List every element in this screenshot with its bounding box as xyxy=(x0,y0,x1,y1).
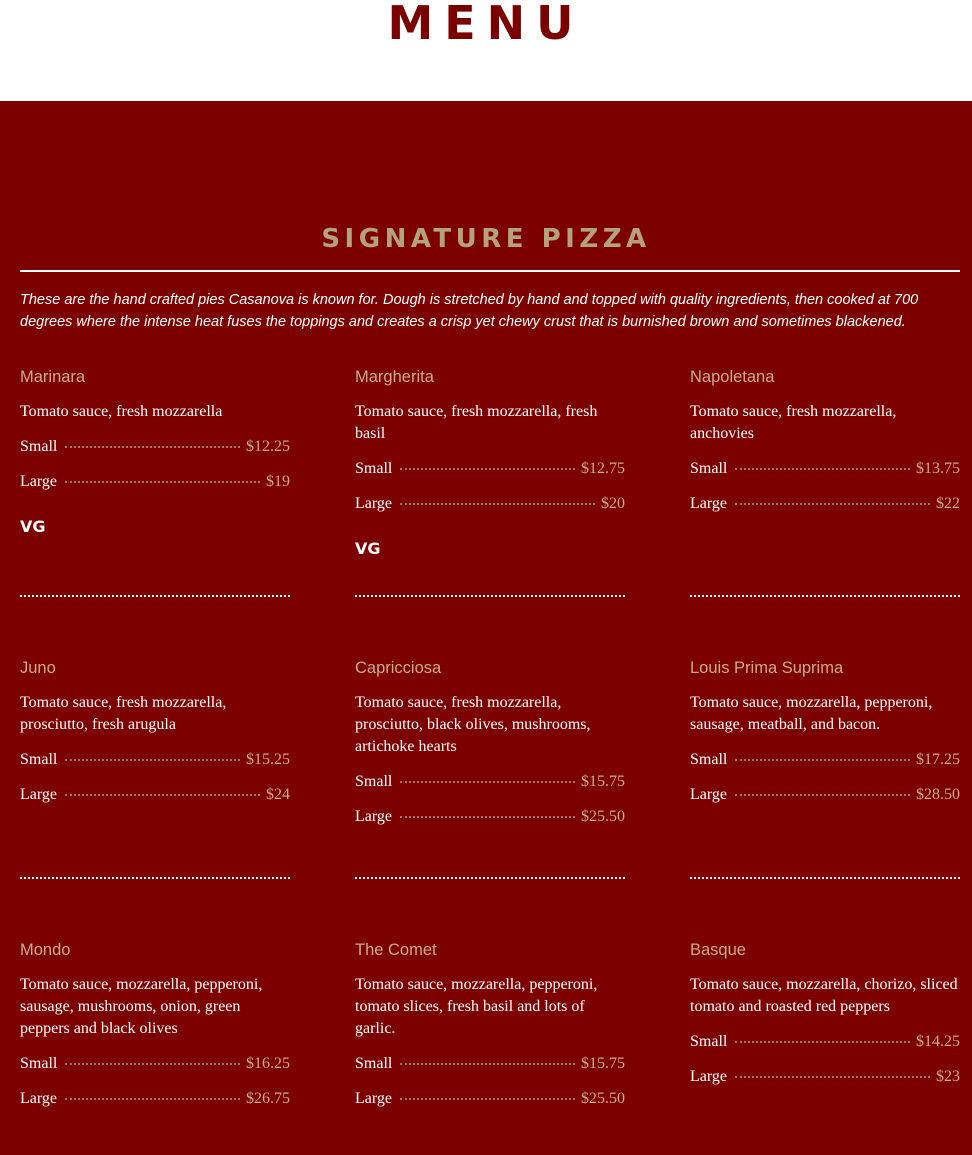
price-row-large xyxy=(20,1088,290,1123)
item-name: The Comet xyxy=(355,941,437,959)
item-name: Basque xyxy=(690,941,746,959)
price-row-small xyxy=(690,1031,960,1066)
item-name: Juno xyxy=(20,659,56,677)
size-label: Small xyxy=(355,773,393,790)
size-label: Large xyxy=(355,495,393,512)
menu-item xyxy=(690,940,960,1101)
price-row-large xyxy=(20,784,290,819)
price-list xyxy=(690,458,960,528)
item-description: Tomato sauce, fresh mozzarella, fresh basil xyxy=(355,403,598,442)
item-description: Tomato sauce, mozzarella, pepperoni, sausage, meatball, and bacon. xyxy=(690,694,933,733)
price-value: $13.75 xyxy=(916,460,960,477)
size-label: Large xyxy=(690,495,728,512)
size-label: Small xyxy=(20,1055,58,1072)
dot-leader xyxy=(65,794,260,796)
dot-leader xyxy=(400,781,575,783)
item-description: Tomato sauce, fresh mozzarella xyxy=(20,403,223,420)
price-row-small xyxy=(20,436,290,471)
size-label: Small xyxy=(20,751,58,768)
size-label: Large xyxy=(355,808,393,825)
price-value: $26.75 xyxy=(246,1090,290,1107)
dot-leader xyxy=(735,503,930,505)
dot-leader xyxy=(400,1063,575,1065)
price-row-small xyxy=(355,458,625,493)
price-value: $15.75 xyxy=(581,1055,625,1072)
vegetarian-badge: VG xyxy=(355,539,381,558)
dot-leader xyxy=(65,481,260,483)
price-row-small xyxy=(355,1053,625,1088)
menu-item xyxy=(355,658,625,841)
price-value: $22 xyxy=(936,495,960,512)
dot-leader xyxy=(735,468,910,470)
size-label: Large xyxy=(20,786,58,803)
item-description: Tomato sauce, fresh mozzarella, prosciutto, black olives, mushrooms, artichoke hearts xyxy=(355,694,591,755)
price-list xyxy=(20,1053,290,1123)
menu-item xyxy=(355,940,625,1123)
item-divider xyxy=(20,595,290,597)
size-label: Large xyxy=(20,473,58,490)
size-label: Small xyxy=(355,1055,393,1072)
size-label: Small xyxy=(690,751,728,768)
item-divider xyxy=(355,877,625,879)
dot-leader xyxy=(65,759,240,761)
dot-leader xyxy=(735,759,910,761)
price-value: $17.25 xyxy=(916,751,960,768)
menu-item xyxy=(690,367,960,528)
page-title: MENU xyxy=(387,0,585,50)
price-value: $12.75 xyxy=(581,460,625,477)
price-value: $20 xyxy=(601,495,625,512)
menu-item xyxy=(355,367,625,560)
dot-leader xyxy=(735,1041,910,1043)
price-list xyxy=(355,1053,625,1123)
size-label: Small xyxy=(690,1033,728,1050)
item-divider xyxy=(690,595,960,597)
item-name: Louis Prima Suprima xyxy=(690,659,844,677)
price-list xyxy=(690,1031,960,1101)
price-value: $28.50 xyxy=(916,786,960,803)
signature-pizza-section xyxy=(0,101,972,1155)
item-description: Tomato sauce, mozzarella, pepperoni, sausage, mushrooms, onion, green peppers and black olives xyxy=(20,976,263,1037)
item-description: Tomato sauce, fresh mozzarella, anchovies xyxy=(690,403,897,442)
dot-leader xyxy=(735,794,910,796)
menu-item xyxy=(20,367,290,538)
price-row-large xyxy=(355,806,625,841)
price-list xyxy=(355,458,625,528)
item-name: Margherita xyxy=(355,368,434,386)
price-list xyxy=(690,749,960,819)
dot-leader xyxy=(400,503,595,505)
item-description: Tomato sauce, mozzarella, pepperoni, tomato slices, fresh basil and lots of garlic. xyxy=(355,976,598,1037)
price-row-large xyxy=(690,784,960,819)
price-value: $15.75 xyxy=(581,773,625,790)
item-description: Tomato sauce, mozzarella, chorizo, sliced tomato and roasted red peppers xyxy=(690,976,958,1015)
dot-leader xyxy=(735,1076,930,1078)
price-list xyxy=(20,749,290,819)
price-row-small xyxy=(355,771,625,806)
dot-leader xyxy=(400,468,575,470)
size-label: Large xyxy=(20,1090,58,1107)
item-divider xyxy=(355,595,625,597)
price-row-large xyxy=(690,493,960,528)
menu-item xyxy=(690,658,960,819)
price-value: $12.25 xyxy=(246,438,290,455)
price-row-large xyxy=(20,471,290,506)
price-value: $24 xyxy=(266,786,290,803)
price-row-small xyxy=(690,458,960,493)
item-divider xyxy=(690,877,960,879)
section-title: SIGNATURE PIZZA xyxy=(321,224,651,254)
price-value: $16.25 xyxy=(246,1055,290,1072)
price-row-small xyxy=(690,749,960,784)
size-label: Large xyxy=(690,1068,728,1085)
price-list xyxy=(355,771,625,841)
vegetarian-badge: VG xyxy=(20,517,46,536)
item-description: Tomato sauce, fresh mozzarella, prosciutto, fresh arugula xyxy=(20,694,227,733)
price-row-small xyxy=(20,749,290,784)
price-list xyxy=(20,436,290,506)
price-value: $19 xyxy=(266,473,290,490)
item-name: Capricciosa xyxy=(355,659,442,677)
section-divider xyxy=(20,270,960,272)
item-name: Marinara xyxy=(20,368,86,386)
item-name: Napoletana xyxy=(690,368,775,386)
price-row-large xyxy=(355,1088,625,1123)
dot-leader xyxy=(400,816,575,818)
price-row-large xyxy=(355,493,625,528)
dot-leader xyxy=(65,1098,240,1100)
price-value: $15.25 xyxy=(246,751,290,768)
section-intro: These are the hand crafted pies Casanova is known for. Dough is stretched by hand and topped with quality ingredients, then cooked at 700 degrees where the intense heat fuses the toppings and creates a crisp yet chewy crust that is burnished brown and sometimes blackened. xyxy=(20,292,919,330)
dot-leader xyxy=(65,1063,240,1065)
size-label: Small xyxy=(355,460,393,477)
size-label: Large xyxy=(690,786,728,803)
price-row-large xyxy=(690,1066,960,1101)
dot-leader xyxy=(65,446,240,448)
price-value: $23 xyxy=(936,1068,960,1085)
price-value: $25.50 xyxy=(581,808,625,825)
item-name: Mondo xyxy=(20,941,71,959)
menu-item xyxy=(20,658,290,819)
price-value: $14.25 xyxy=(916,1033,960,1050)
size-label: Large xyxy=(355,1090,393,1107)
menu-header xyxy=(0,0,972,101)
item-divider xyxy=(20,877,290,879)
size-label: Small xyxy=(690,460,728,477)
menu-item xyxy=(20,940,290,1123)
dot-leader xyxy=(400,1098,575,1100)
price-value: $25.50 xyxy=(581,1090,625,1107)
size-label: Small xyxy=(20,438,58,455)
price-row-small xyxy=(20,1053,290,1088)
